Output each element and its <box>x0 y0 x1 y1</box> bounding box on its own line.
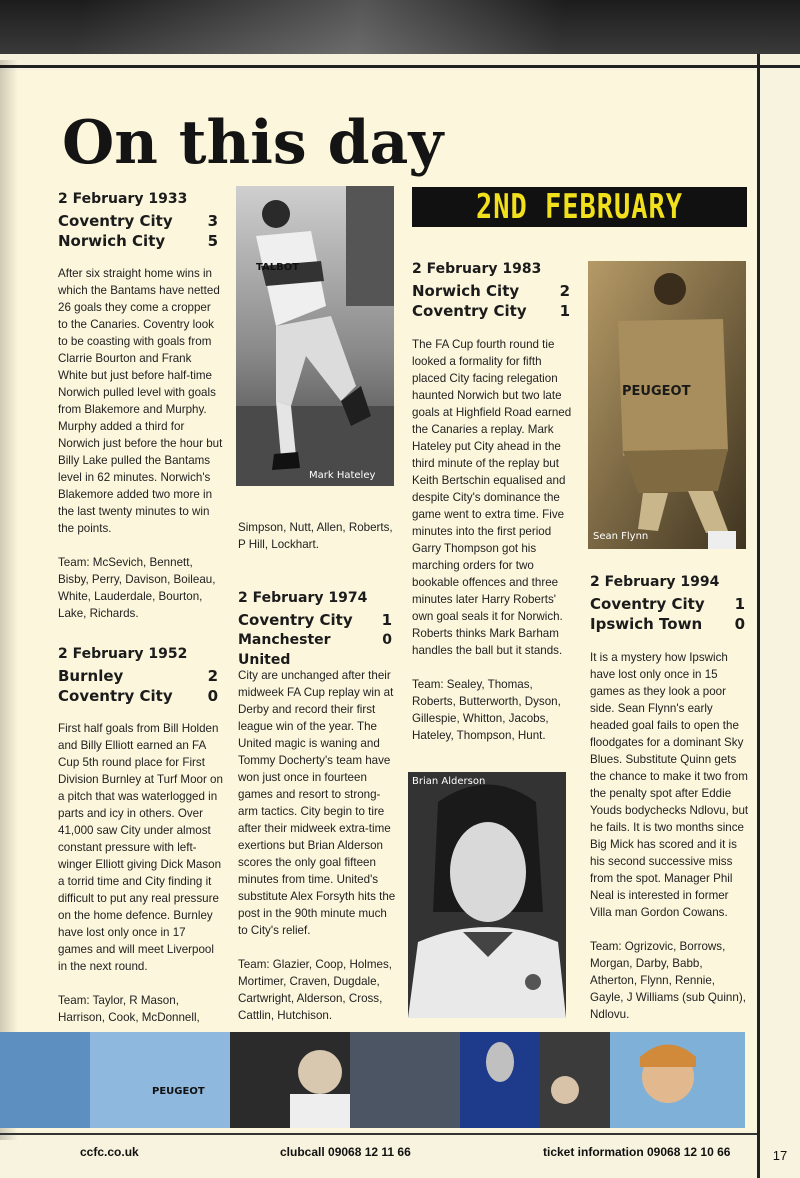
article-body: It is a mystery how Ipswich have lost only once in 15 games as they look a poor side. Sean Flynn's early headed goal fails to open the floodgates for a dominant Sky Blues. Substitute Quinn gets the chance to make it two from the penalty spot after Eddie Youds bodychecks Ndlovu, but he fails. It is two months since Big Mick has scored and it is his second successive miss from the spot. Manager Phil Neal is interested in former Villa man Gordon Cowans. <box>590 651 749 919</box>
team-score: 1 <box>734 595 745 613</box>
article-1933 <box>58 265 223 639</box>
match-away-row <box>412 301 570 321</box>
match-header-1994 <box>590 574 745 634</box>
shirt-sponsor-text: PEUGEOT <box>622 384 691 399</box>
article-team: Team: Ogrizovic, Borrows, Morgan, Darby, Babb, Atherton, Flynn, Rennie, Gayle, J Williams (sub Quinn), Ndlovu. <box>590 940 746 1021</box>
match-home-row <box>58 211 218 231</box>
match-away-row <box>238 630 392 670</box>
match-away-row <box>58 686 218 706</box>
article-1994 <box>590 649 750 1040</box>
footer-clubcall: clubcall 09068 12 11 66 <box>280 1145 411 1159</box>
match-away-row <box>590 614 745 634</box>
team-score: 1 <box>559 302 570 320</box>
article-body: After six straight home wins in which the Bantams have netted 26 goals they come a cropper to the Canaries. Coventry look to be coasting with goals from Clarrie Bourton and Frank White but just before half-time Norwich pulled level with goals from Blakemore and Murphy. Murphy added a third for Norwich just before the hour but Billy Lake pulled the Bantams level in 62 minutes. Norwich's Blakemore added two more in the last twenty minutes to win the points. <box>58 267 223 535</box>
team-score: 5 <box>207 232 218 250</box>
top-stripe <box>0 54 800 68</box>
team-score: 2 <box>559 282 570 300</box>
article-team: Team: Glazier, Coop, Holmes, Mortimer, Craven, Dugdale, Cartwright, Alderson, Cross, Cattlin, Hutchison. <box>238 958 392 1022</box>
article-1974 <box>238 667 396 1041</box>
article-1952 <box>58 720 223 1043</box>
match-home-row <box>590 594 745 614</box>
team-name: Coventry City <box>58 212 173 230</box>
binding-shadow <box>0 60 18 1140</box>
page-number: 17 <box>772 1147 788 1163</box>
team-name: Coventry City <box>590 595 705 613</box>
team-score: 2 <box>207 667 218 685</box>
footer-ticket-info: ticket information 09068 12 10 66 <box>543 1145 731 1159</box>
match-date: 2 February 1952 <box>58 646 188 662</box>
photo-caption: Brian Alderson <box>412 776 486 787</box>
team-name: Coventry City <box>58 687 173 705</box>
article-body: The FA Cup fourth round tie looked a formality for fifth placed City facing relegation haunted Norwich but two late goals at Highfield Road earned the Canaries a replay. Mark Hateley put City ahead in the third minute of the replay but Keith Bertschin equalised and despite City's dominance the game went to extra time. Five minutes into the first period Garry Thompson got his marching orders for two bookable offences and three minutes later Harry Roberts' own goal seals it for Norwich. Roberts thinks Mark Barham handles the ball but it stands. <box>412 338 572 657</box>
team-score: 0 <box>734 615 745 633</box>
team-name: Norwich City <box>58 232 166 250</box>
match-header-1952 <box>58 646 218 706</box>
team-name: Burnley <box>58 667 124 685</box>
match-date: 2 February 1933 <box>58 191 188 207</box>
footer-rule <box>0 1133 757 1135</box>
date-banner <box>412 187 747 227</box>
right-edge-line <box>757 54 760 1178</box>
team-score: 0 <box>382 632 392 648</box>
match-date: 2 February 1983 <box>412 261 542 277</box>
article-team: Team: McSevich, Bennett, Bisby, Perry, Davison, Boileau, White, Lauderdale, Bourton, Lake, Richards. <box>58 556 216 620</box>
match-date: 2 February 1974 <box>238 590 368 606</box>
article-team-continued: Simpson, Nutt, Allen, Roberts, P Hill, Lockhart. <box>238 521 393 551</box>
match-header-1983 <box>412 261 570 321</box>
shirt-sponsor-text: TALBOT <box>256 262 300 273</box>
team-score: 3 <box>207 212 218 230</box>
team-name: Coventry City <box>238 611 353 629</box>
date-banner-text: 2ND FEBRUARY <box>475 187 684 227</box>
article-body: First half goals from Bill Holden and Billy Elliott earned an FA Cup 5th round place for First Division Burnley at Turf Moor on a pitch that was waterlogged in parts and icy in others. Over 41,000 saw City under almost constant pressure with left-winger Elliott giving Dick Mason a torrid time and City finding it difficult to put any real pressure on the home defence. Burnley have lost only once in 17 games and will meet Liverpool in the next round. <box>58 722 223 973</box>
match-home-row <box>238 610 392 630</box>
article-1983 <box>412 336 572 761</box>
page-title: On this day <box>62 108 444 178</box>
match-home-row <box>412 281 570 301</box>
photo-montage-strip <box>0 1032 745 1128</box>
article-1952-team-continued <box>238 519 396 570</box>
team-score: 0 <box>207 687 218 705</box>
match-header-1974 <box>238 590 392 670</box>
team-score: 1 <box>381 611 392 629</box>
team-name: Coventry City <box>412 302 527 320</box>
article-body: City are unchanged after their midweek FA Cup replay win at Derby and record their first league win of the year. The United magic is waning and Tommy Docherty's team have won just once in fourteen games and resort to strong-arm tactics. City begin to tire after their midweek extra-time exertions but Brian Alderson scores the only goal fifteen minutes from time. United's substitute Alex Forsyth hits the post in the 90th minute much to City's relief. <box>238 669 396 937</box>
match-home-row <box>58 666 218 686</box>
photo-caption: Sean Flynn <box>593 531 649 542</box>
match-away-row <box>58 231 218 251</box>
team-name: Ipswich Town <box>590 615 703 633</box>
top-dark-band <box>0 0 800 54</box>
photo-brian-alderson <box>408 772 566 1018</box>
match-header-1933 <box>58 191 218 251</box>
article-team: Team: Taylor, R Mason, Harrison, Cook, McDonnell, <box>58 994 200 1024</box>
footer-website: ccfc.co.uk <box>80 1145 139 1159</box>
shirt-sponsor-text: PEUGEOT <box>152 1086 205 1097</box>
photo-mark-hateley <box>236 186 394 486</box>
photo-caption: Mark Hateley <box>309 470 376 481</box>
match-date: 2 February 1994 <box>590 574 720 590</box>
team-name: Norwich City <box>412 282 520 300</box>
photo-sean-flynn <box>588 261 746 549</box>
article-team: Team: Sealey, Thomas, Roberts, Butterworth, Dyson, Gillespie, Whitton, Jacobs, Hateley, Thompson, Hunt. <box>412 678 561 742</box>
team-name: Manchester United <box>238 632 331 668</box>
